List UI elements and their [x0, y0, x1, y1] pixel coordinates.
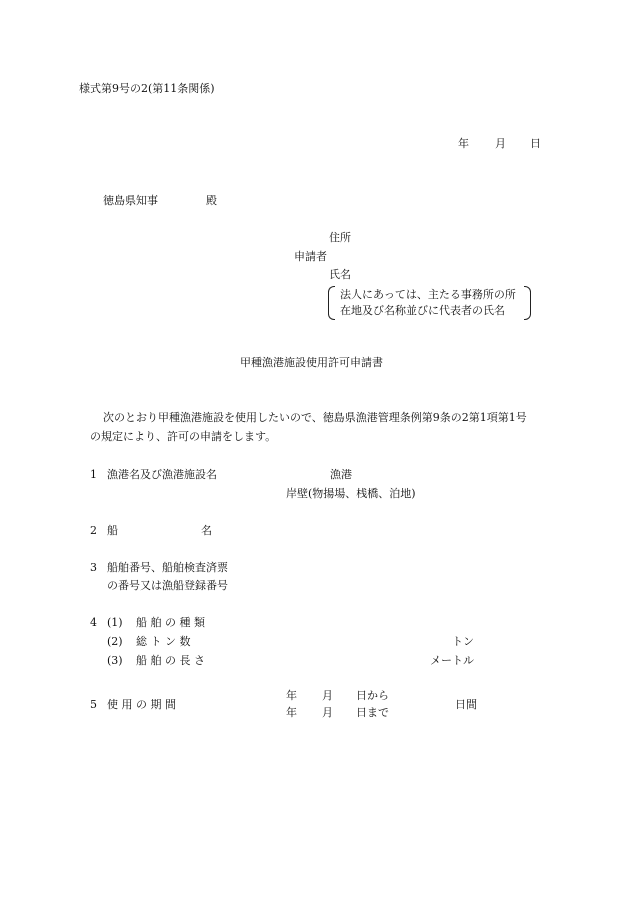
applicant-address-label: 住所 — [329, 231, 351, 244]
item1-value2: 岸壁(物揚場、桟橋、泊地) — [286, 487, 416, 500]
item4-sub2-unit: トン — [452, 635, 474, 648]
item4-sub3-unit: メートル — [430, 654, 474, 667]
item5-label: 使 用 の 期 間 — [107, 698, 176, 711]
item4-sub2-label: 総 ト ン 数 — [136, 635, 191, 648]
item4-sub1-number: (1) — [107, 616, 123, 629]
body-line2: の規定により、許可の申請をします。 — [90, 430, 277, 443]
item4-number: 4 — [90, 616, 97, 629]
item5-from-month: 月 — [322, 689, 333, 702]
item1-number: 1 — [90, 468, 97, 481]
item2-number: 2 — [90, 524, 97, 537]
item5-to-month: 月 — [322, 706, 333, 719]
left-bracket — [328, 286, 335, 320]
item2-label-a: 船 — [107, 524, 118, 537]
item3-label-line1: 船舶番号、船舶検査済票 — [107, 561, 228, 574]
addressee-name: 徳島県知事 — [103, 194, 158, 207]
item4-sub1-label: 船 舶 の 種 類 — [136, 616, 205, 629]
applicant-label: 申請者 — [294, 250, 327, 263]
item5-from-day: 日から — [356, 689, 389, 702]
addressee-honorific: 殿 — [206, 194, 217, 207]
item4-sub3-number: (3) — [107, 654, 123, 667]
item2-label-b: 名 — [201, 524, 212, 537]
item4-sub2-number: (2) — [107, 635, 123, 648]
date-year: 年 — [458, 137, 469, 150]
applicant-note-line1: 法人にあっては、主たる事務所の所 — [340, 288, 516, 301]
applicant-note-line2: 在地及び名称並びに代表者の氏名 — [340, 304, 505, 317]
item5-from-year: 年 — [286, 689, 297, 702]
item5-unit: 日間 — [455, 698, 477, 711]
item1-label: 漁港名及び漁港施設名 — [107, 468, 217, 481]
item1-value1: 漁港 — [330, 468, 352, 481]
date-month: 月 — [495, 137, 506, 150]
document-title: 甲種漁港施設使用許可申請書 — [240, 356, 383, 369]
form-number: 様式第9号の2(第11条関係) — [79, 82, 215, 95]
item4-sub3-label: 船 舶 の 長 さ — [136, 654, 205, 667]
item5-to-day: 日まで — [356, 706, 389, 719]
right-bracket — [524, 286, 531, 320]
date-day: 日 — [530, 137, 541, 150]
item3-number: 3 — [90, 561, 97, 574]
item5-to-year: 年 — [286, 706, 297, 719]
item3-label-line2: の番号又は漁船登録番号 — [107, 579, 228, 592]
applicant-name-label: 氏名 — [329, 268, 351, 281]
body-line1: 次のとおり甲種漁港施設を使用したいので、徳島県漁港管理条例第9条の2第1項第1号 — [103, 411, 527, 424]
item5-number: 5 — [90, 698, 97, 711]
